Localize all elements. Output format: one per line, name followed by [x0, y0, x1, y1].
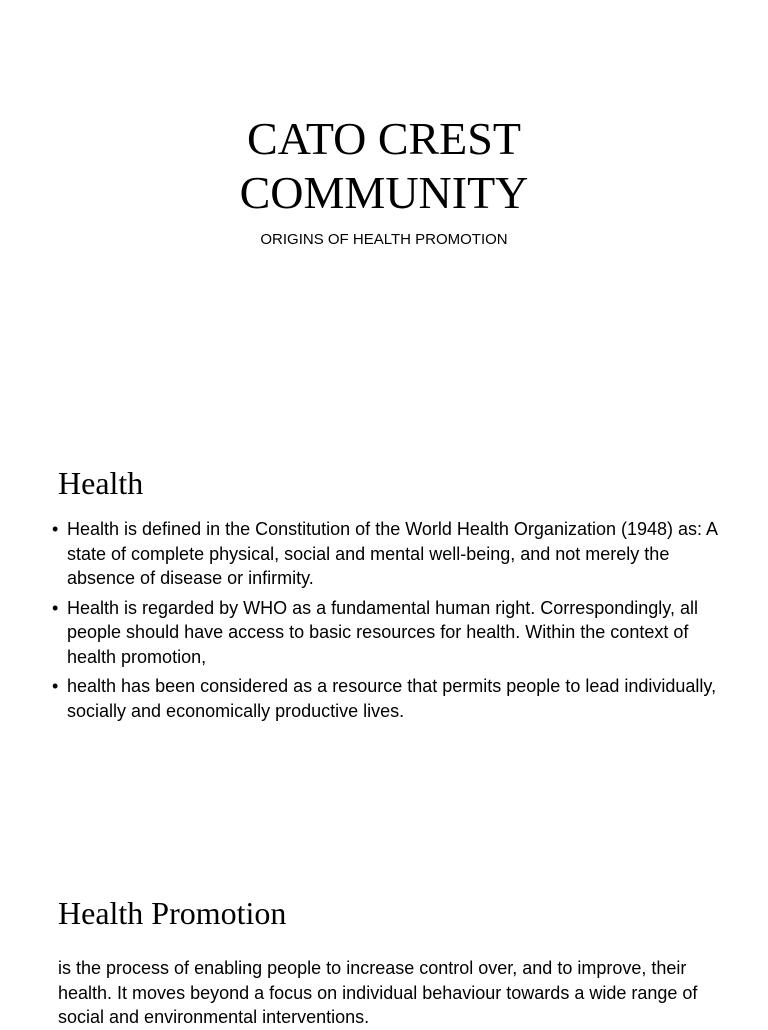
bullet-text: health has been considered as a resource that permits people to lead individually, socially and economically productive lives.: [67, 676, 717, 721]
health-slide: [0, 430, 768, 854]
bullet-item-1: [52, 517, 732, 591]
health-promotion-paragraph: is the process of enabling people to increase control over, and to improve, their health. It moves beyond a focus on individual behaviour towards a wide range of social and environmental interventions.: [58, 958, 698, 1027]
bullet-item-3: [52, 674, 732, 723]
subtitle: ORIGINS OF HEALTH PROMOTION: [260, 231, 508, 248]
health-promotion-heading: Health Promotion: [58, 895, 287, 931]
title-slide: [0, 0, 768, 430]
bullet-icon: •: [52, 519, 59, 539]
bullet-icon: •: [52, 676, 59, 696]
bullet-icon: •: [52, 597, 59, 618]
bullet-text: Health is defined in the Constitution of the World Health Organization (1948) as: A state of complete physical, social and mental well-being, and not merely the absence of disease or infirmity.: [67, 519, 718, 588]
main-title-line-1: CATO CREST: [247, 113, 521, 164]
health-promotion-slide: [0, 854, 768, 1027]
bullet-text: Health is regarded by WHO as a fundamental human right. Correspondingly, all people should have access to basic resources for health. Within the context of health promotion,: [67, 597, 698, 667]
health-heading: Health: [58, 465, 144, 501]
bullet-item-2: [52, 596, 732, 670]
main-title-line-2: COMMUNITY: [239, 167, 529, 218]
main-title: [0, 112, 768, 220]
health-bullet-list: [52, 517, 732, 728]
